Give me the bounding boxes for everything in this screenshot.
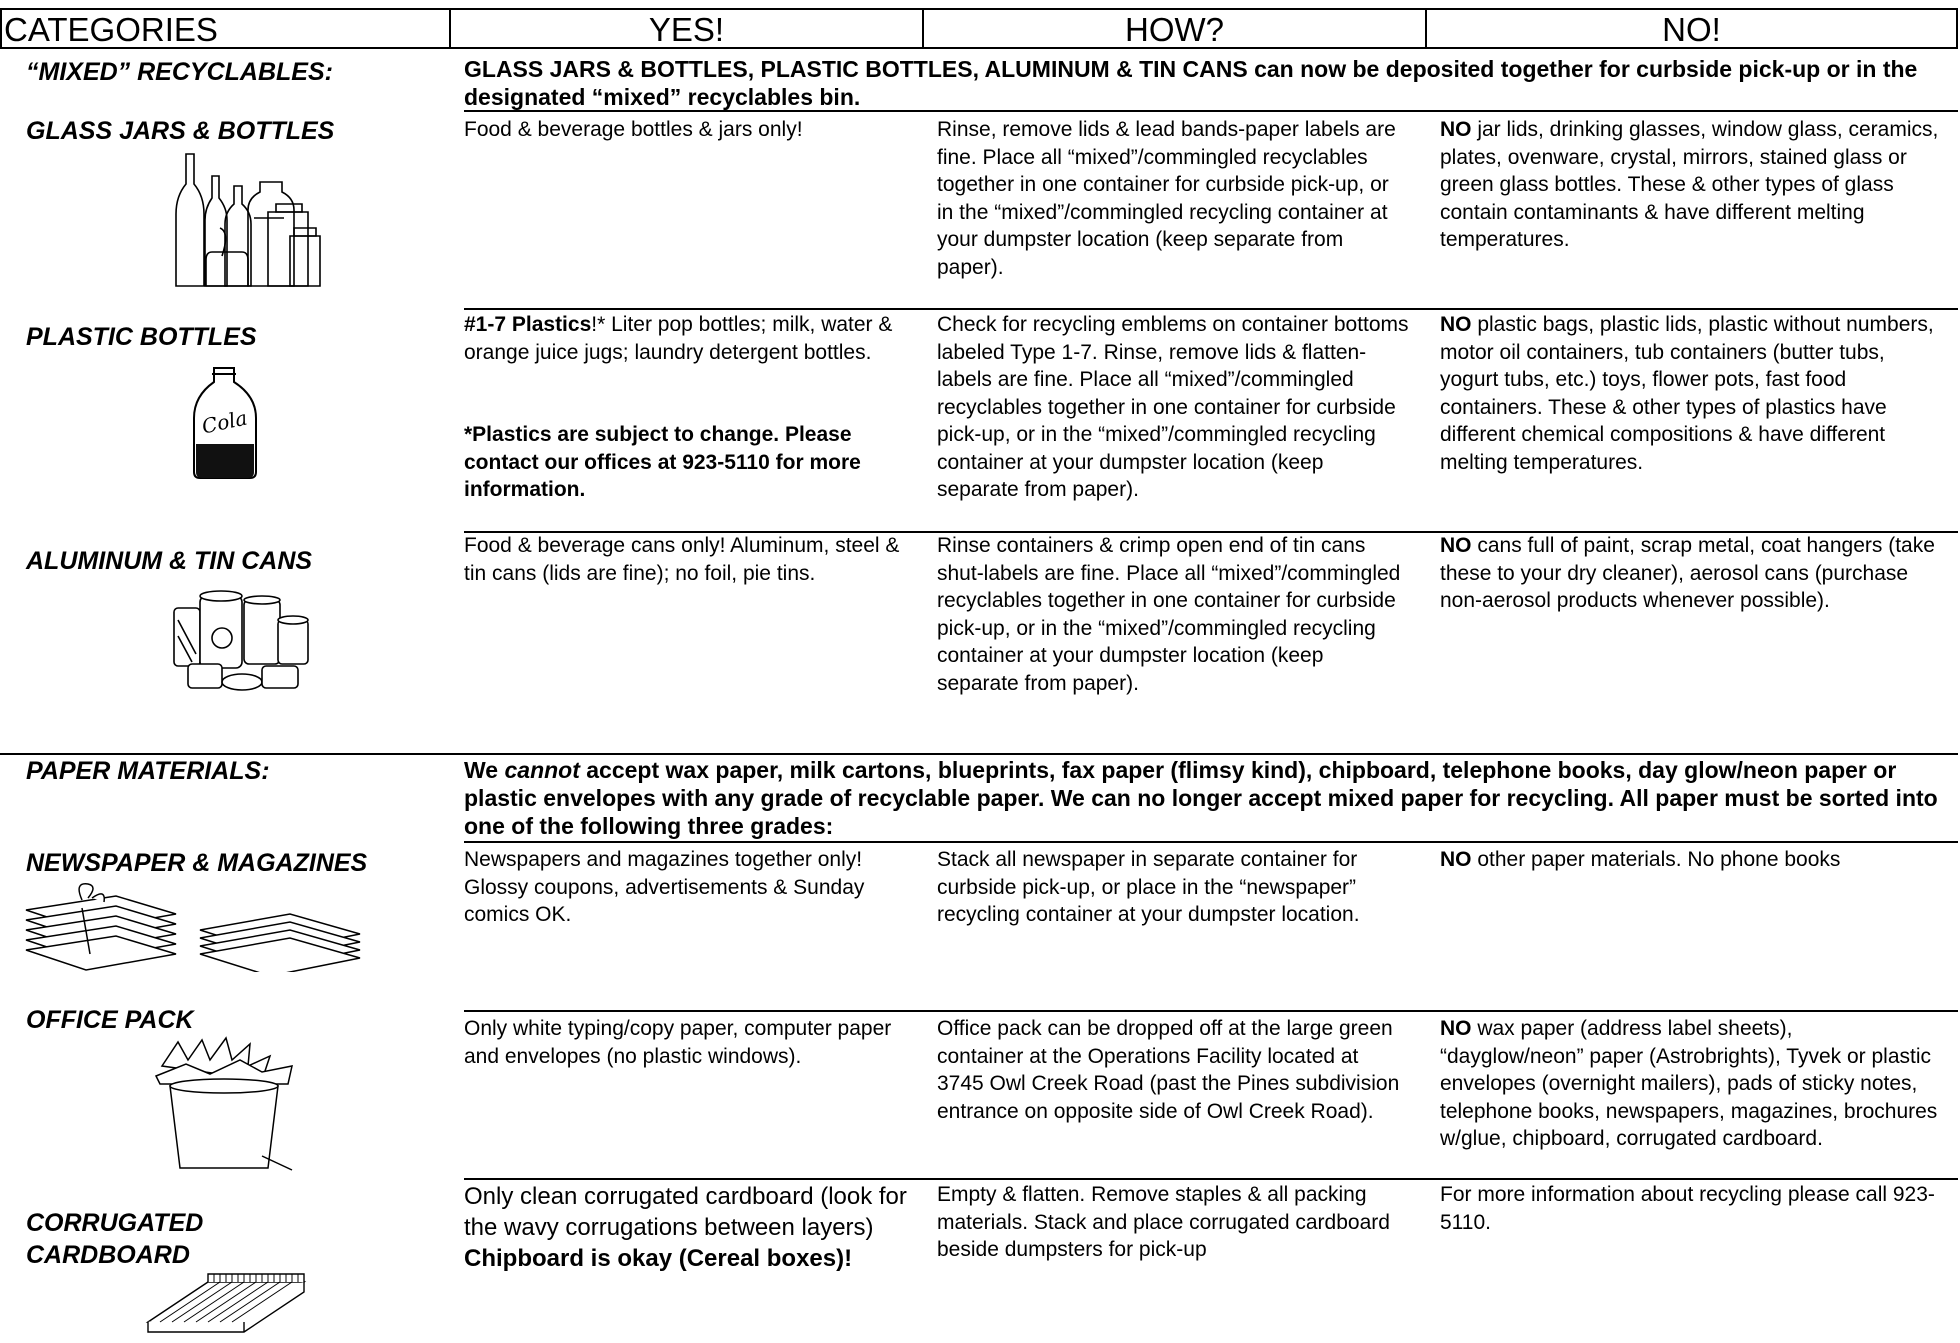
mixed-banner-rule [464, 110, 1958, 112]
newspaper-no-text: other paper materials. No phone books [1471, 848, 1841, 871]
header-yes: YES! [449, 8, 924, 49]
newspaper-no-bold: NO [1440, 848, 1472, 871]
plastic-yes [464, 311, 914, 366]
plastic-no [1440, 311, 1940, 476]
glass-title: GLASS JARS & BOTTLES [26, 117, 335, 145]
paper-basket-illustration [152, 1036, 302, 1174]
cardboard-how: Empty & flatten. Remove staples & all packing materials. Stack and place corrugated cardboard beside dumpsters for pick-up [937, 1183, 1390, 1261]
cardboard-yes [464, 1181, 914, 1274]
plastic-yes-text: !* Liter pop bottles; milk, water & orange juice jugs; laundry detergent bottles. [464, 313, 893, 364]
cans-no-bold: NO [1440, 534, 1472, 557]
cardboard-yes-bold: Chipboard is okay (Cereal boxes)! [464, 1245, 853, 1272]
header-categories: CATEGORIES [0, 8, 451, 49]
office-no-bold: NO [1440, 1017, 1472, 1040]
plastic-yes-bold: #1-7 Plastics [464, 313, 592, 336]
paper-section-rule [0, 753, 1958, 755]
glass-no-bold: NO [1440, 118, 1472, 141]
cans-how: Rinse containers & crimp open end of tin cans shut-labels are fine. Place all “mixed”/commingled recyclables together in one container for curbside pick-up, or in the “mixed”/commingled recycling container at your dumpster location (keep separate from paper). [937, 534, 1401, 695]
paper-banner-pre: We [464, 757, 505, 783]
glass-yes: Food & beverage bottles & jars only! [464, 118, 803, 141]
newspaper-top-rule [464, 841, 1958, 843]
plastic-how: Check for recycling emblems on container bottoms labeled Type 1-7. Rinse, remove lids & flatten-labels are fine. Place all “mixed”/commingled recyclables together in one container for curbside pick-up, or in the “mixed”/commingled recycling container at your dumpster location (keep separate from paper). [937, 313, 1409, 501]
glass-how: Rinse, remove lids & lead bands-paper labels are fine. Place all “mixed”/commingled recyclables together in one container for curbside pick-up, or in the “mixed”/commingled recycling container at your dumpster location (keep separate from paper). [937, 118, 1396, 279]
paper-banner-post: accept wax paper, milk cartons, blueprints, fax paper (flimsy kind), chipboard, telephone books, day glow/neon paper or plastic envelopes with any grade of recyclable paper. We can no longer accept mixed paper for recycling. All paper must be sorted into one of the following three grades: [464, 757, 1938, 839]
header-no: NO! [1425, 8, 1958, 49]
svg-text:Cola: Cola [199, 405, 250, 439]
plastic-yes-note: *Plastics are subject to change. Please contact our offices at 923-5110 for more information. [464, 423, 861, 501]
cardboard-illustration [144, 1272, 308, 1338]
newspaper-how: Stack all newspaper in separate container for curbside pick-up, or place in the “newspaper” recycling container at your dumpster location. [937, 848, 1360, 926]
mixed-title: “MIXED” RECYCLABLES: [26, 58, 333, 86]
office-no [1440, 1015, 1940, 1153]
office-yes: Only white typing/copy paper, computer paper and envelopes (no plastic windows). [464, 1017, 892, 1068]
bottles-and-jars-illustration [168, 148, 328, 296]
paper-banner-em: cannot [504, 757, 580, 783]
glass-no [1440, 116, 1940, 254]
glass-row-rule [464, 308, 1958, 310]
paper-title: PAPER MATERIALS: [26, 757, 270, 785]
newspaper-title: NEWSPAPER & MAGAZINES [26, 849, 368, 877]
office-how: Office pack can be dropped off at the large green container at the Operations Facility located at 3745 Owl Creek Road (past the Pines subdivision entrance on opposite side of Owl Creek Road). [937, 1017, 1400, 1123]
cola-bottle-illustration [190, 364, 260, 480]
plastic-no-bold: NO [1440, 313, 1472, 336]
cans-title: ALUMINUM & TIN CANS [26, 547, 313, 575]
cans-no-text: cans full of paint, scrap metal, coat hangers (take these to your dry cleaner), aerosol cans (purchase non-aerosol products whenever possible). [1440, 534, 1935, 612]
paper-banner [464, 756, 1956, 840]
office-no-text: wax paper (address label sheets), “dayglow/neon” paper (Astrobrights), Tyvek or plastic envelopes (overnight mailers), pads of sticky notes, telephone books, newspapers, magazines, brochures w/glue, chipboard, corrugated cardboard. [1440, 1017, 1938, 1150]
mixed-banner: GLASS JARS & BOTTLES, PLASTIC BOTTLES, ALUMINUM & TIN CANS can now be deposited together for curbside pick-up or in the designated “mixed” recyclables bin. [464, 56, 1918, 110]
office-title: OFFICE PACK [26, 1006, 194, 1034]
plastic-no-text: plastic bags, plastic lids, plastic without numbers, motor oil containers, tub containers (butter tubs, yogurt tubs, etc.) toys, flower pots, fast food containers. These & other types of plastics have different chemical compositions & have different melting temperatures. [1440, 313, 1934, 474]
office-bottom-rule [464, 1178, 1958, 1180]
cans-no [1440, 532, 1940, 615]
cardboard-yes-text: Only clean corrugated cardboard (look for the wavy corrugations between layers) [464, 1183, 907, 1241]
newspaper-yes: Newspapers and magazines together only! Glossy coupons, advertisements & Sunday comics OK. [464, 848, 865, 926]
cans-yes: Food & beverage cans only! Aluminum, steel & tin cans (lids are fine); no foil, pie tins. [464, 534, 900, 585]
newspaper-bundles-illustration [22, 880, 372, 972]
header-how: HOW? [922, 8, 1427, 49]
cardboard-no: For more information about recycling please call 923-5110. [1440, 1183, 1935, 1234]
cardboard-title-line1: CORRUGATED [26, 1209, 204, 1237]
cardboard-title-line2: CARDBOARD [26, 1241, 190, 1269]
plastic-title: PLASTIC BOTTLES [26, 323, 257, 351]
glass-no-text: jar lids, drinking glasses, window glass, ceramics, plates, ovenware, crystal, mirrors, stained glass or green glass bottles. These & other types of glass contain contaminants & have different melting temperatures. [1440, 118, 1939, 251]
office-top-rule [464, 1010, 1958, 1012]
cans-illustration [166, 586, 316, 696]
newspaper-no [1440, 846, 1940, 874]
